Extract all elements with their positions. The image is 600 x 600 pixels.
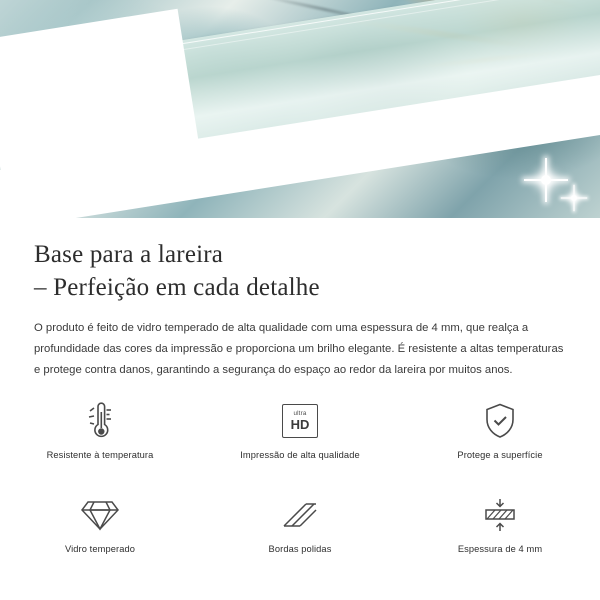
feature-item-polished-edges [200, 494, 400, 580]
ultra-hd-badge-icon [282, 400, 318, 442]
diamond-icon [80, 494, 120, 536]
hd-badge [282, 404, 318, 438]
description-content [0, 218, 600, 381]
feature-item-tempered-glass [0, 494, 200, 580]
edge-highlight [121, 0, 600, 60]
feature-label: Espessura de 4 mm [457, 544, 543, 554]
marble-artwork [0, 0, 600, 218]
edge-highlight [120, 0, 600, 54]
thickness-arrows-icon [480, 494, 520, 536]
feature-label: Bordas polidas [268, 544, 332, 554]
feature-item-thickness [400, 494, 600, 580]
feature-item-temperature [0, 400, 200, 486]
thermometer-icon [85, 400, 115, 442]
feature-label: Impressão de alta qualidade [240, 450, 360, 460]
feature-label: Resistente à temperatura [46, 450, 154, 460]
headline-line-2: – Perfeição em cada detalhe [34, 274, 320, 301]
polished-edges-icon [280, 494, 320, 536]
hero-image [0, 0, 600, 218]
badge-top-label: ultra [293, 409, 307, 417]
shield-check-icon [482, 400, 518, 442]
feature-item-surface-protection [400, 400, 600, 486]
feature-label: Vidro temperado [64, 544, 136, 554]
feature-item-print-quality [200, 400, 400, 486]
headline-line-1: Base para a lareira [34, 241, 224, 268]
background-mask [0, 9, 206, 218]
badge-bottom-label: HD [290, 417, 310, 433]
intro-paragraph: O produto é feito de vidro temperado de alta qualidade com uma espessura de 4 mm, que realça a profundidade das cores da impressão e proporciona um brilho elegante. É resistente a altas temperaturas e protege contra danos, garantindo a segurança do espaço ao redor da lareira por muitos anos. [34, 322, 564, 376]
page-title [0, 218, 600, 304]
feature-grid [0, 400, 600, 580]
feature-label: Protege a superfície [457, 450, 543, 460]
